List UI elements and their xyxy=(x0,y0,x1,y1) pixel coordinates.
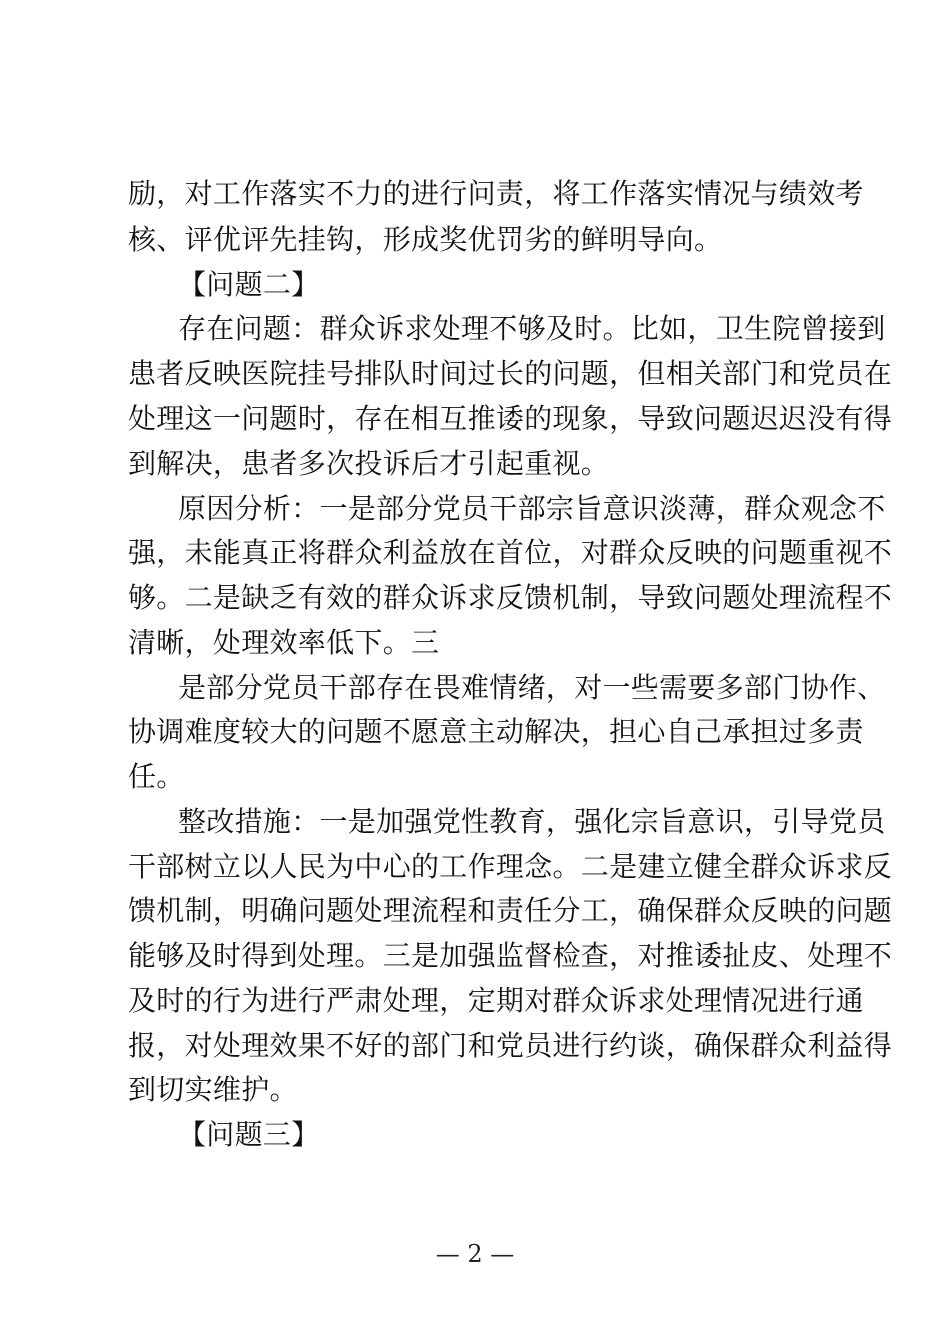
body-text-line: 够。二是缺乏有效的群众诉求反馈机制，导致问题处理流程不 xyxy=(128,581,893,614)
body-text-line: 任。 xyxy=(128,760,185,793)
body-text-line: 报，对处理效果不好的部门和党员进行约谈，确保群众利益得 xyxy=(128,1029,893,1062)
body-text-line: 协调难度较大的问题不愿意主动解决，担心自己承担过多责 xyxy=(128,715,864,748)
body-text-line: 核、评优评先挂钩，形成奖优罚劣的鲜明导向。 xyxy=(128,223,723,256)
section-heading-issue-3: 【问题三】 xyxy=(178,1118,320,1151)
body-text-line: 患者反映医院挂号排队时间过长的问题，但相关部门和党员在 xyxy=(128,357,893,390)
body-text-line: 整改措施：一是加强党性教育，强化宗旨意识，引导党员 xyxy=(178,805,886,838)
body-text-line: 馈机制，明确问题处理流程和责任分工，确保群众反映的问题 xyxy=(128,894,893,927)
body-text-line: 到切实维护。 xyxy=(128,1073,298,1106)
body-text-line: 能够及时得到处理。三是加强监督检查，对推诿扯皮、处理不 xyxy=(128,939,893,972)
page-number: — 2 — xyxy=(435,1240,515,1268)
body-text-line: 励，对工作落实不力的进行问责，将工作落实情况与绩效考 xyxy=(128,177,864,210)
body-text-line: 到解决，患者多次投诉后才引起重视。 xyxy=(128,447,610,480)
body-text-line: 是部分党员干部存在畏难情绪，对一些需要多部门协作、 xyxy=(178,671,886,704)
body-text-line: 干部树立以人民为中心的工作理念。二是建立健全群众诉求反 xyxy=(128,850,893,883)
body-text-line: 处理这一问题时，存在相互推诿的现象，导致问题迟迟没有得 xyxy=(128,402,893,435)
body-text-line: 清晰，处理效率低下。三 xyxy=(128,626,440,659)
body-text-line: 强，未能真正将群众利益放在首位，对群众反映的问题重视不 xyxy=(128,536,893,569)
body-text-line: 原因分析：一是部分党员干部宗旨意识淡薄，群众观念不 xyxy=(178,492,886,525)
section-heading-issue-2: 【问题二】 xyxy=(178,268,320,301)
body-text-line: 存在问题：群众诉求处理不够及时。比如，卫生院曾接到 xyxy=(178,312,886,345)
body-text-line: 及时的行为进行严肃处理，定期对群众诉求处理情况进行通 xyxy=(128,984,864,1017)
